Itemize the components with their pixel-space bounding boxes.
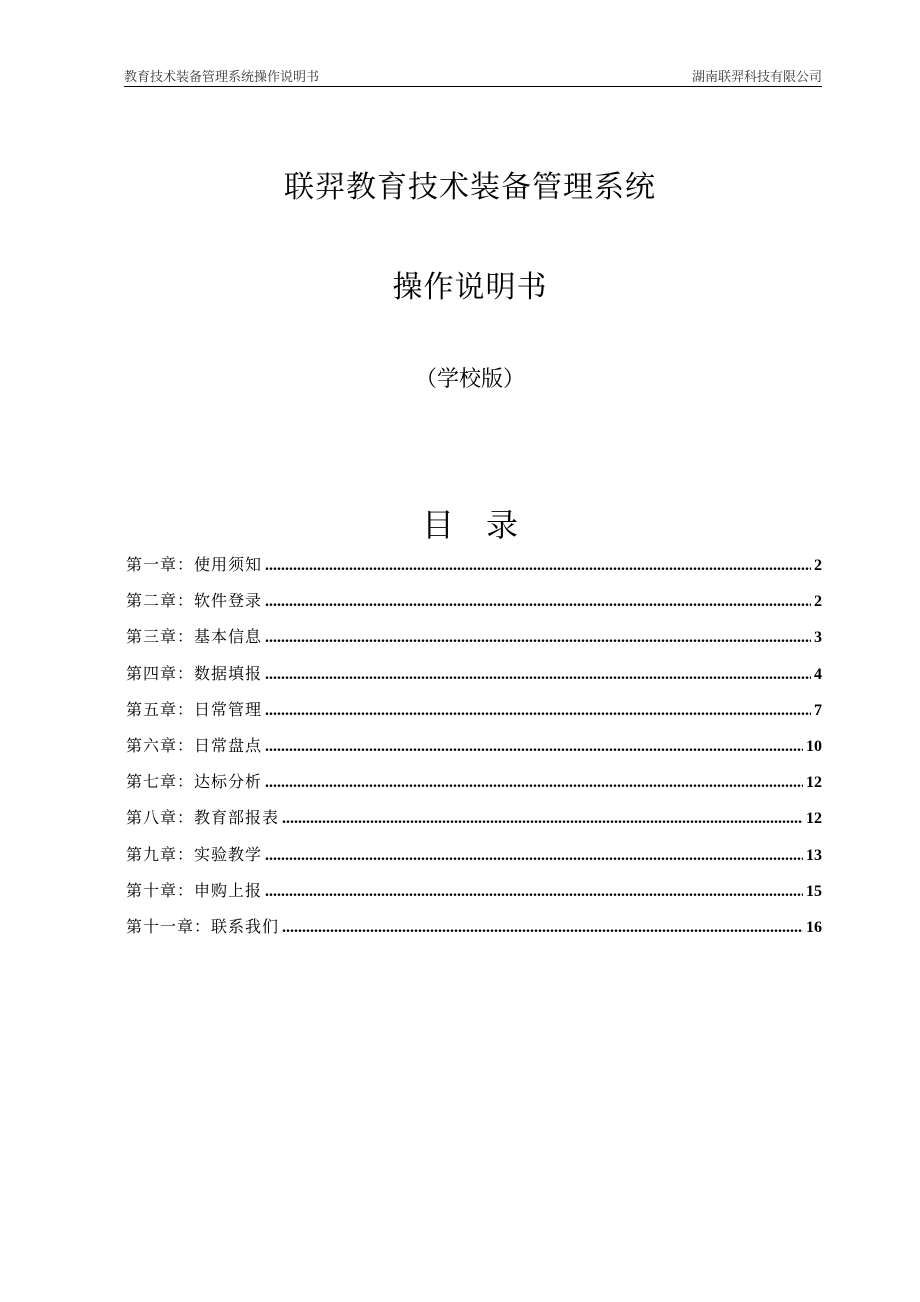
toc-entry-label: 第四章：数据填报 xyxy=(126,663,263,683)
toc-entry[interactable] xyxy=(126,552,822,588)
toc-entry-page: 3 xyxy=(814,629,822,647)
toc-entry-page: 2 xyxy=(814,593,822,611)
toc-entry-label: 第六章：日常盘点 xyxy=(126,735,263,755)
toc-entry[interactable] xyxy=(126,588,822,624)
toc-dot-leader xyxy=(265,666,811,684)
document-subtitle: 操作说明书 xyxy=(392,270,548,305)
toc-entry-page: 2 xyxy=(814,557,822,574)
toc-entry[interactable] xyxy=(126,624,822,660)
toc-dot-leader xyxy=(265,883,803,901)
toc-entry[interactable] xyxy=(126,697,822,733)
toc-entry-page: 12 xyxy=(806,810,822,828)
toc-entry-label: 第五章：日常管理 xyxy=(126,699,263,719)
toc-entry-label: 第十一章：联系我们 xyxy=(126,916,280,936)
toc-dot-leader xyxy=(265,702,811,720)
toc-entry-page: 12 xyxy=(806,774,822,792)
header-company-name: 湖南联羿科技有限公司 xyxy=(691,70,822,85)
toc-entry[interactable] xyxy=(126,842,822,878)
toc-heading: 目录 xyxy=(421,506,550,544)
toc-entry[interactable] xyxy=(126,914,822,950)
toc-entry-page: 7 xyxy=(814,701,822,719)
toc-dot-leader xyxy=(265,593,811,611)
toc-entry[interactable] xyxy=(126,805,822,841)
toc-entry[interactable] xyxy=(126,878,822,914)
toc-entry[interactable] xyxy=(126,769,822,805)
toc-entry-page: 10 xyxy=(806,737,822,755)
toc-entry-label: 第十章：申购上报 xyxy=(126,880,263,900)
toc-entry-page: 13 xyxy=(806,846,822,864)
toc-entry-label: 第七章：达标分析 xyxy=(126,772,263,792)
toc-entry-label: 第一章：使用须知 xyxy=(126,555,263,574)
toc-dot-leader xyxy=(265,738,803,756)
toc-dot-leader xyxy=(265,774,803,792)
toc-entry-page: 15 xyxy=(806,882,822,900)
page-header xyxy=(124,66,822,87)
toc-dot-leader xyxy=(282,810,803,828)
table-of-contents xyxy=(126,552,822,950)
toc-entry-page: 4 xyxy=(814,665,822,683)
toc-entry-label: 第九章：实验教学 xyxy=(126,844,263,864)
toc-dot-leader xyxy=(265,557,811,575)
document-title: 联羿教育技术装备管理系统 xyxy=(284,170,656,205)
toc-entry-page: 16 xyxy=(806,918,822,936)
header-document-title: 教育技术装备管理系统操作说明书 xyxy=(124,70,320,85)
toc-entry-label: 第八章：教育部报表 xyxy=(126,808,280,828)
toc-entry[interactable] xyxy=(126,733,822,769)
toc-dot-leader xyxy=(265,847,803,865)
document-edition: （学校版） xyxy=(414,367,525,392)
toc-dot-leader xyxy=(282,919,803,937)
toc-entry-label: 第二章：软件登录 xyxy=(126,591,263,611)
toc-entry-label: 第三章：基本信息 xyxy=(126,627,263,647)
toc-dot-leader xyxy=(265,629,811,647)
toc-entry[interactable] xyxy=(126,661,822,697)
